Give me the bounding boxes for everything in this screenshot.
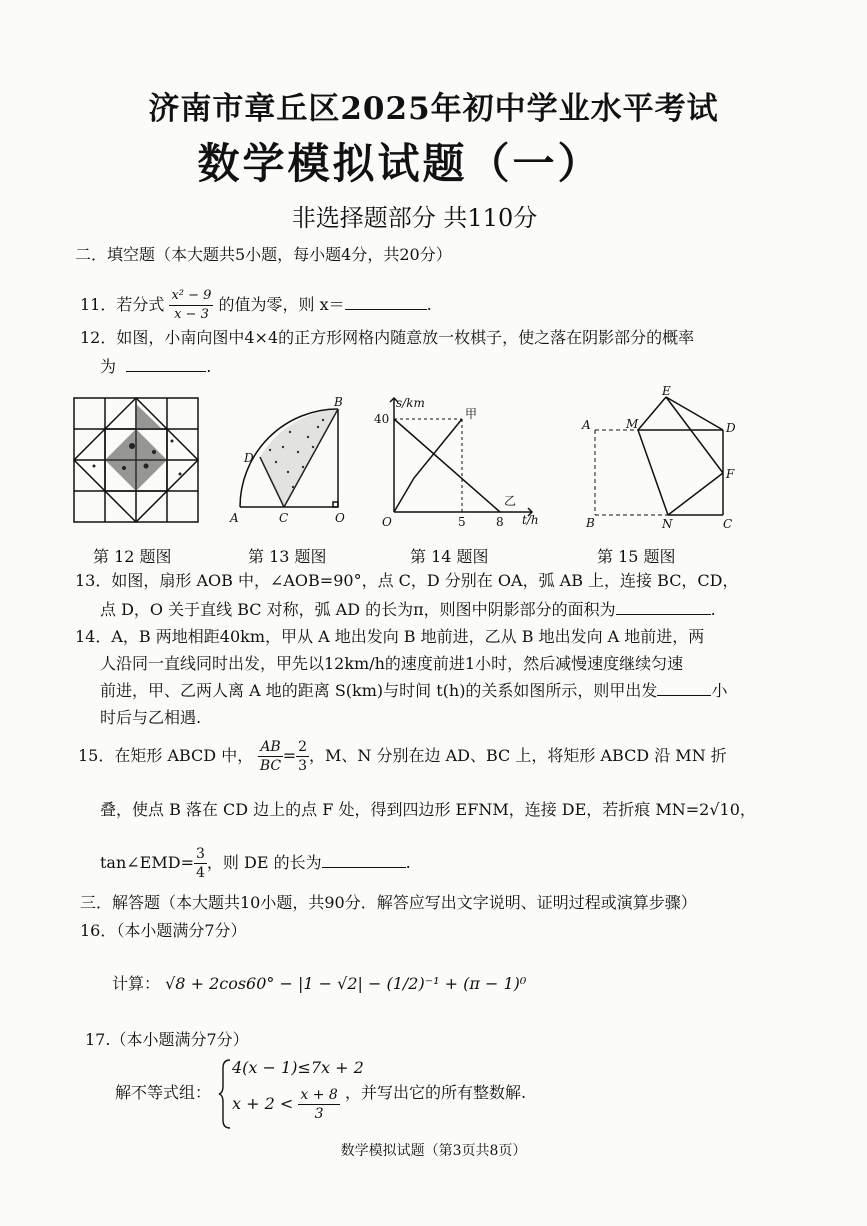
f15-label-f: F xyxy=(726,467,735,481)
figure-14-caption: 第 14 题图 xyxy=(410,547,489,566)
f14-ylabel: s/km xyxy=(396,396,425,410)
figure-12-grid xyxy=(72,396,200,524)
part-heading: 非选择题部分 共110分 xyxy=(291,204,538,232)
page-footer: 数学模拟试题（第3页共8页） xyxy=(340,1143,527,1159)
f13-label-c: C xyxy=(279,511,289,525)
f13-label-o: O xyxy=(335,511,345,525)
exam-title: 济南市章丘区2025年初中学业水平考试 xyxy=(148,91,719,127)
q11-fraction: $\frac{\text{x² − 9}}{x - 3}$ xyxy=(171,288,212,322)
f15-label-a: A xyxy=(582,418,591,432)
q15-answer-blank[interactable] xyxy=(322,853,406,868)
q11-answer-blank[interactable] xyxy=(345,295,427,310)
exam-subtitle: 数学模拟试题（一） xyxy=(197,139,603,188)
q14-answer-blank[interactable] xyxy=(657,681,711,696)
f13-label-b: B xyxy=(334,395,343,409)
f14-origin: O xyxy=(382,515,392,529)
q16-expression: √8 + 2cos60° − |1 − √2| − (1/2)⁻¹ + (π − 1)⁰ xyxy=(165,974,527,993)
figure-13-sector xyxy=(228,392,358,527)
f14-xlabel: t/h xyxy=(522,513,539,527)
f15-label-c: C xyxy=(723,517,733,531)
question-14-line3: 前进，甲、乙两人离 A 地的距离 S(km)与时间 t(h)的关系如图所示，则甲出发 小 xyxy=(100,681,728,700)
question-13-line2: 点 D，O 关于直线 BC 对称，弧 AD 的长为π，则图中阴影部分的面积为 . xyxy=(100,600,716,619)
figure-15-caption: 第 15 题图 xyxy=(597,547,676,566)
question-17-post: ，并写出它的所有整数解. xyxy=(345,1083,527,1102)
question-15-line1: 15．在矩形 ABCD 中， $\frac{AB}{BC}$ = $\frac{2}{3}$ ，M、N 分别在边 AD、BC 上，将矩形 ABCD 沿 MN 折 xyxy=(78,739,727,774)
system-brace xyxy=(218,1058,232,1130)
question-13-line1: 13．如图，扇形 AOB 中，∠AOB=90°，点 C，D 分别在 OA，弧 AB 上，连接 BC，CD， xyxy=(75,571,739,590)
f15-label-b: B xyxy=(586,516,595,530)
f15-label-m: M xyxy=(626,417,639,431)
f13-label-d: D xyxy=(244,451,254,465)
question-11: 11．若分式 $\frac{\text{x² − 9}}{x - 3}$ 的值为零，则 x＝ . xyxy=(80,288,432,322)
q17-inequality-1: 4(x − 1)≤7x + 2 xyxy=(232,1058,364,1077)
question-14-line1: 14．A，B 两地相距40km，甲从 A 地出发向 B 地前进，乙从 B 地出发向 A 地前进，两 xyxy=(75,627,705,646)
f15-label-n: N xyxy=(662,517,673,531)
q13-answer-blank[interactable] xyxy=(616,600,711,615)
question-17-title: 17.（本小题满分7分） xyxy=(85,1030,249,1049)
q12-answer-blank[interactable] xyxy=(126,357,206,372)
question-14-line2: 人沿同一直线同时出发，甲先以12km/h的速度前进1小时，然后减慢速度继续匀速 xyxy=(100,654,684,673)
f14-tick-8: 8 xyxy=(496,515,504,529)
f15-label-d: D xyxy=(726,421,736,435)
figure-14-graph xyxy=(372,392,547,532)
f14-tick-40: 40 xyxy=(374,412,390,426)
f14-tick-5: 5 xyxy=(458,515,466,529)
f13-label-a: A xyxy=(230,511,239,525)
figure-13-caption: 第 13 题图 xyxy=(248,547,327,566)
figure-12-caption: 第 12 题图 xyxy=(93,547,172,566)
section3-heading: 三．解答题（本大题共10小题，共90分．解答应写出文字说明、证明过程或演算步骤） xyxy=(80,893,697,912)
question-15-line2: 叠，使点 B 落在 CD 边上的点 F 处，得到四边形 EFNM，连接 DE，若折痕 MN=2√10， xyxy=(100,800,756,819)
figure-15-rectangle xyxy=(578,385,748,535)
question-16-body: 计算： √8 + 2cos60° − |1 − √2| − (1/2)⁻¹ + (π − 1)⁰ xyxy=(112,974,527,993)
f14-series-jia: 甲 xyxy=(465,407,478,421)
question-16-title: 16．（本小题满分7分） xyxy=(80,921,247,940)
question-17-label: 解不等式组： xyxy=(115,1083,212,1102)
question-15-line3: tan∠EMD= $\frac{3}{4}$ ，则 DE 的长为 . xyxy=(100,846,411,881)
question-14-line4: 时后与乙相遇. xyxy=(100,708,202,727)
f15-label-e: E xyxy=(662,385,671,398)
q17-inequality-2: x + 2 < $\frac{x + 8}{3}$ xyxy=(232,1087,338,1122)
section2-heading: 二．填空题（本大题共5小题，每小题4分，共20分） xyxy=(75,245,452,264)
f14-series-yi: 乙 xyxy=(504,494,517,508)
question-12-line2: 为 . xyxy=(100,357,212,376)
question-12-line1: 12．如图，小南向图中4×4的正方形网格内随意放一枚棋子，使之落在阴影部分的概率 xyxy=(80,328,695,347)
